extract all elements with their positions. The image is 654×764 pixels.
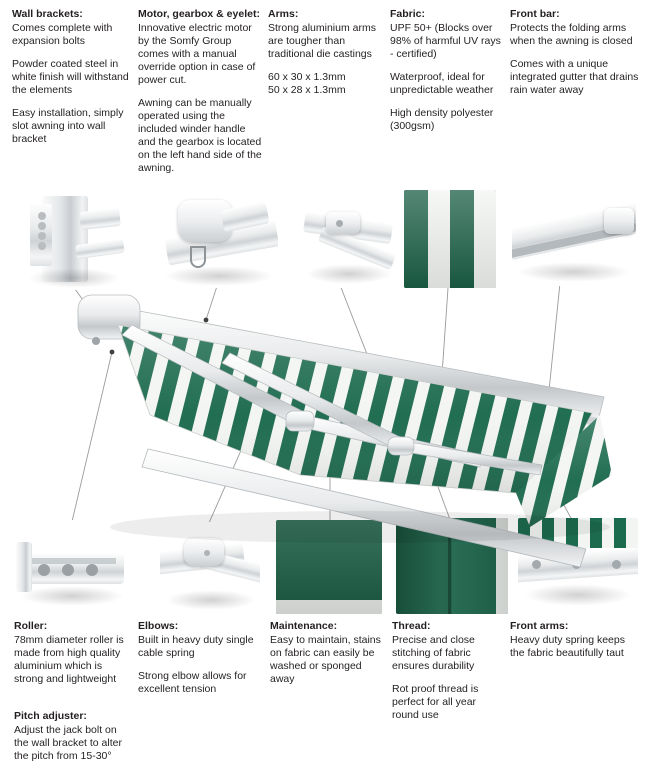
callout-heading: Fabric: [390, 8, 426, 20]
callout-arms [268, 8, 378, 97]
callout-front-bar [510, 8, 642, 97]
callout-text: Adjust the jack bolt on the wall bracket to alter the pitch from 15-30° [14, 724, 122, 762]
callout-text: Rot proof thread is perfect for all year round use [392, 683, 479, 721]
callout-text: Strong aluminium arms are tougher than traditional die castings [268, 22, 376, 60]
callout-roller [14, 620, 126, 763]
callout-text: Powder coated steel in white finish will withstand the elements [12, 58, 129, 96]
callout-thread [392, 620, 504, 722]
callout-text: 60 x 30 x 1.3mm [268, 71, 346, 83]
callout-motor [138, 8, 263, 175]
callout-text: Protects the folding arms when the awning is closed [510, 22, 633, 47]
callout-heading: Wall brackets: [12, 8, 83, 20]
callout-text: Waterproof, ideal for unpredictable weather [390, 71, 494, 96]
callout-text: Precise and close stitching of fabric ensures durability [392, 634, 475, 672]
callout-text: Strong elbow allows for excellent tension [138, 670, 247, 695]
callout-text: Innovative electric motor by the Somfy Group comes with a manual override option in case of power cut. [138, 22, 256, 86]
callout-text: Built in heavy duty single cable spring [138, 634, 254, 659]
callout-heading: Elbows: [138, 620, 179, 632]
callout-heading: Front bar: [510, 8, 560, 20]
callout-heading: Pitch adjuster: [14, 710, 87, 722]
callout-heading: Roller: [14, 620, 48, 632]
photo-main-awning [0, 175, 654, 635]
callout-wall-brackets [12, 8, 130, 146]
callout-text: Comes complete with expansion bolts [12, 22, 113, 47]
callout-text: High density polyester (300gsm) [390, 107, 494, 132]
callout-text: Comes with a unique integrated gutter that drains rain water away [510, 58, 639, 96]
awning-illustration [0, 175, 654, 635]
callout-text: Awning can be manually operated using the included winder handle and the gearbox is located on the left hand side of the awning. [138, 97, 262, 174]
callout-text: Easy installation, simply slot awning into wall bracket [12, 107, 124, 145]
callout-text: Heavy duty spring keeps the fabric beautifully taut [510, 634, 625, 659]
callout-heading: Front arms: [510, 620, 569, 632]
callout-heading: Thread: [392, 620, 431, 632]
callout-text: 78mm diameter roller is made from high quality aluminium which is strong and lightweight [14, 634, 124, 685]
callout-heading: Arms: [268, 8, 299, 20]
callout-heading: Maintenance: [270, 620, 338, 632]
callout-text: UPF 50+ (Blocks over 98% of harmful UV rays - certified) [390, 22, 501, 60]
callout-text: 50 x 28 x 1.3mm [268, 84, 346, 96]
callout-fabric [390, 8, 503, 133]
callout-text: Easy to maintain, stains on fabric can easily be washed or sponged away [270, 634, 381, 685]
callout-heading: Motor, gearbox & eyelet: [138, 8, 260, 20]
